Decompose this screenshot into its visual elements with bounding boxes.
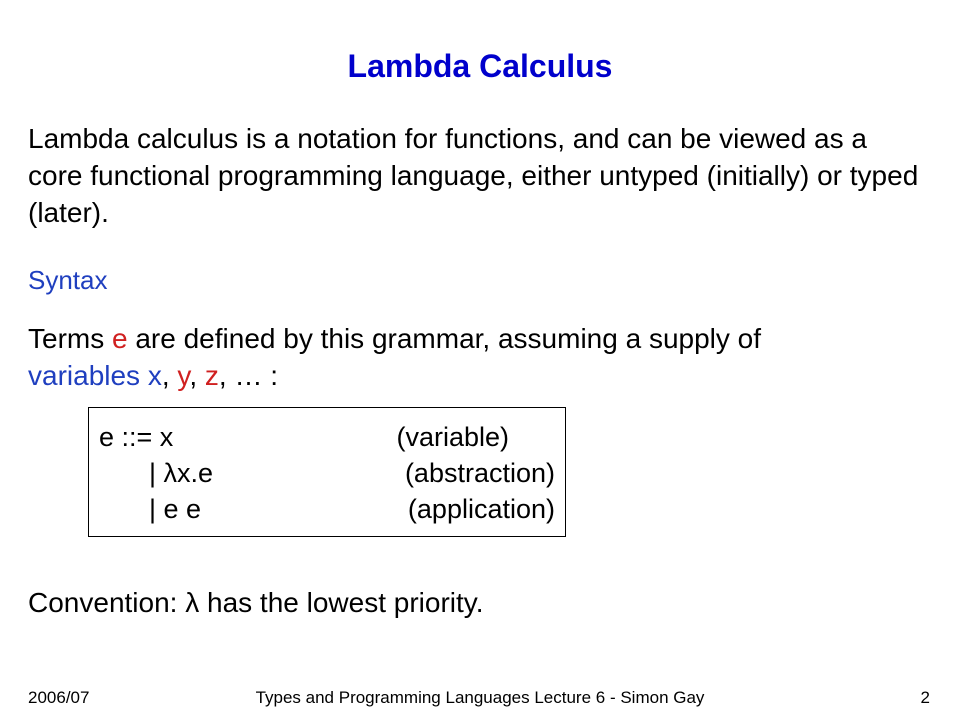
grammar-row-abstraction [89,458,565,495]
slide-title: Lambda Calculus [347,48,613,84]
terms-comma-2: , [189,360,205,391]
grammar-note: (abstraction) [404,458,555,488]
terms-paragraph [28,320,928,394]
terms-space [140,360,148,391]
var-z: z [204,360,219,391]
variables-word: variables [28,360,141,391]
intro-paragraph: Lambda calculus is a notation for functions, and can be viewed as a core functional programming language, either untyped (initially) or typed (later). [28,123,919,228]
grammar-note: (variable) [396,422,509,452]
grammar-production: | e e [149,494,202,524]
footer-date: 2006/07 [28,688,90,707]
footer-course: Types and Programming Languages Lecture 6 - Simon Gay [255,688,705,707]
grammar-production: e ::= x [99,422,174,452]
terms-suffix: , … : [218,360,279,391]
grammar-production: | λx.e [149,458,214,488]
grammar-row-application [89,494,565,531]
grammar-row-variable [89,422,565,459]
terms-prefix: Terms [28,323,112,354]
terms-comma-1: , [161,360,178,391]
var-y: y [177,360,190,391]
page-number: 2 [920,688,930,707]
grammar-box [88,407,566,537]
terms-middle: are defined by this grammar, assuming a supply of [127,323,762,354]
term-var-e: e [112,323,128,354]
convention-text: Convention: λ has the lowest priority. [28,587,484,618]
section-heading: Syntax [28,265,108,295]
grammar-note: (application) [407,494,555,524]
var-x: x [147,360,162,391]
